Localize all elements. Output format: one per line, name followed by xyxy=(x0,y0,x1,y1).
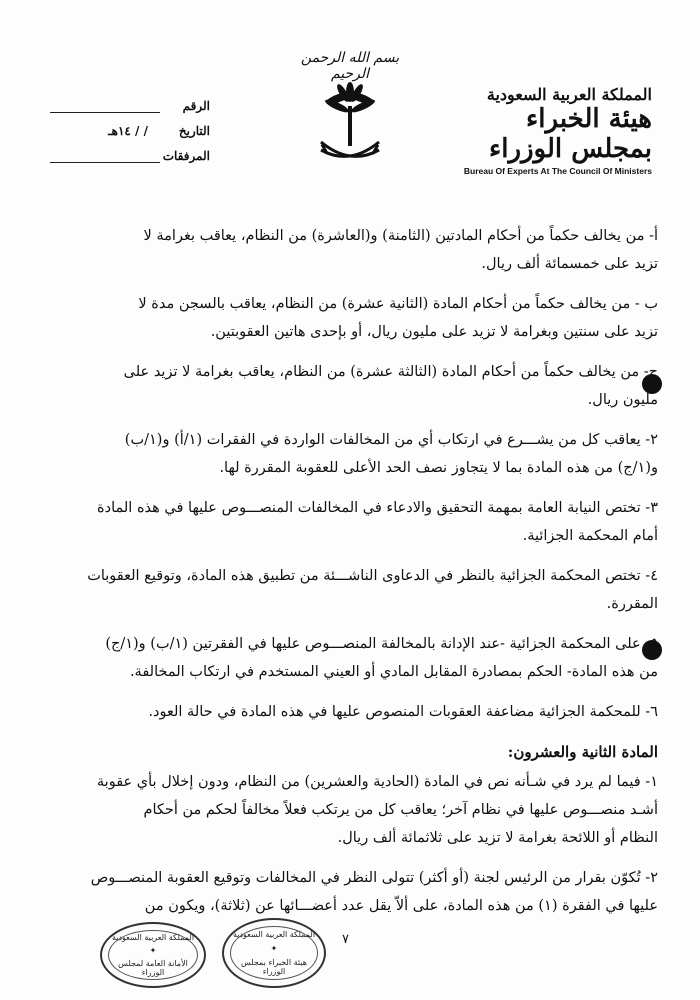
palm-swords-emblem-icon xyxy=(315,78,385,168)
reference-block xyxy=(50,88,210,163)
text-line: أشـد منصـــوص عليها في نظام آخر؛ يعاقب كل من يرتكب فعلاً مخالفاً لحكم من أحكام xyxy=(143,802,658,818)
article22-clause-2 xyxy=(28,864,658,920)
clause-2 xyxy=(28,426,658,482)
clause-3 xyxy=(28,494,658,550)
clause-6 xyxy=(28,698,658,726)
text-line: ٥- على المحكمة الجزائية -عند الإدانة بالمخالفة المنصـــوص عليها في الفقرتين (١/ب) و(١/ج) xyxy=(105,636,658,652)
text-line: ج- من يخالف حكماً من أحكام المادة (الثالثة عشرة) من النظام، يعاقب بغرامة لا تزيد على xyxy=(123,364,658,380)
clause-a xyxy=(28,222,658,278)
text-line: ١- فيما لم يرد في شـأنه نص في المادة (الحادية والعشرين) من النظام، ودون إخلال بأي عقوبة xyxy=(96,774,658,790)
text-line: تزيد على سنتين وبغرامة لا تزيد على مليون ريال، أو بإحدى هاتين العقوبتين. xyxy=(210,324,658,340)
seal-emblem-icon: ✦ xyxy=(270,944,278,953)
number-line xyxy=(50,102,160,113)
text-line: أمام المحكمة الجزائية. xyxy=(522,528,658,544)
text-line: ٦- للمحكمة الجزائية مضاعفة العقوبات المنصوص عليها في هذه المادة في حالة العود. xyxy=(148,704,658,720)
text-line: ٢- تُكوّن بقرار من الرئيس لجنة (أو أكثر) تتولى النظر في المخالفات وتوقيع العقوبة المنصـــوص xyxy=(90,870,658,886)
text-line: ٤- تختص المحكمة الجزائية بالنظر في الدعاوى الناشـــئة من تطبيق هذه المادة، وتوقيع العقوبات xyxy=(87,568,658,584)
letterhead xyxy=(462,85,652,176)
text-line: المقررة. xyxy=(606,596,658,612)
stamp-seal-left xyxy=(100,922,206,988)
stamp-seal-right xyxy=(222,918,326,988)
page-number: ٧ xyxy=(342,932,349,947)
clause-c xyxy=(28,358,658,414)
clause-4 xyxy=(28,562,658,618)
text-line: من هذه المادة- الحكم بمصادرة المقابل المادي أو العيني المستخدم في ارتكاب المخالفة. xyxy=(129,664,658,680)
text-line: مليون ريال. xyxy=(587,392,658,408)
seal-emblem-icon: ✦ xyxy=(149,945,157,955)
text-line: أ- من يخالف حكماً من أحكام المادتين (الثامنة) و(العاشرة) من النظام، يعاقب بغرامة لا xyxy=(143,228,658,244)
text-line: ٣- تختص النيابة العامة بمهمة التحقيق والادعاء في المخالفات المنصـــوص عليها في هذه المادة xyxy=(97,500,658,516)
kingdom-name: المملكة العربية السعودية xyxy=(486,85,652,104)
text-line: عليها في الفقرة (١) من هذه المادة، على ألاّ يقل عدد أعضـــائها عن (ثلاثة)، ويكون من xyxy=(144,898,658,914)
attachments-row xyxy=(50,138,210,163)
article22-clause-1 xyxy=(28,768,658,852)
basmala: بسم الله الرحمن الرحيم xyxy=(300,50,400,82)
date-value: / / ١٤هـ xyxy=(108,124,148,138)
date-row xyxy=(50,113,210,138)
seal-text-bottom: الأمانة العامة لمجلس الوزراء xyxy=(118,959,188,978)
text-line: ب - من يخالف حكماً من أحكام المادة (الثانية عشرة) من النظام، يعاقب بالسجن مدة لا xyxy=(138,296,658,312)
bureau-name-en: Bureau Of Experts At The Council Of Ministers xyxy=(463,166,652,176)
clause-b xyxy=(28,290,658,346)
article-heading: المادة الثانية والعشرون: xyxy=(507,743,658,761)
seal-text-bottom: هيئة الخبراء بمجلس الوزراء xyxy=(241,958,307,977)
number-row xyxy=(50,88,210,113)
text-line: النظام أو اللائحة بغرامة لا تزيد على ثلاثمائة ألف ريال. xyxy=(337,830,658,846)
attachments-label: المرفقات xyxy=(162,149,210,163)
clause-5 xyxy=(28,630,658,686)
number-label: الرقم xyxy=(182,99,210,113)
document-body xyxy=(28,222,658,932)
text-line: تزيد على خمسمائة ألف ريال. xyxy=(481,256,658,272)
text-line: و(١/ج) من هذه المادة بما لا يتجاوز نصف الحد الأعلى للعقوبة المقررة لها. xyxy=(219,460,658,476)
attachments-line xyxy=(50,152,160,163)
text-line: ٢- يعاقب كل من يشـــرع في ارتكاب أي من المخالفات الواردة في الفقرات (١/أ) و(١/ب) xyxy=(124,432,658,448)
seal-text-top: المملكة العربية السعودية xyxy=(232,929,316,939)
seal-text-top: المملكة العربية السعودية xyxy=(111,932,195,942)
bureau-name-ar: هيئة الخبراء بمجلس الوزراء xyxy=(489,104,652,164)
date-label: التاريخ xyxy=(178,124,210,138)
